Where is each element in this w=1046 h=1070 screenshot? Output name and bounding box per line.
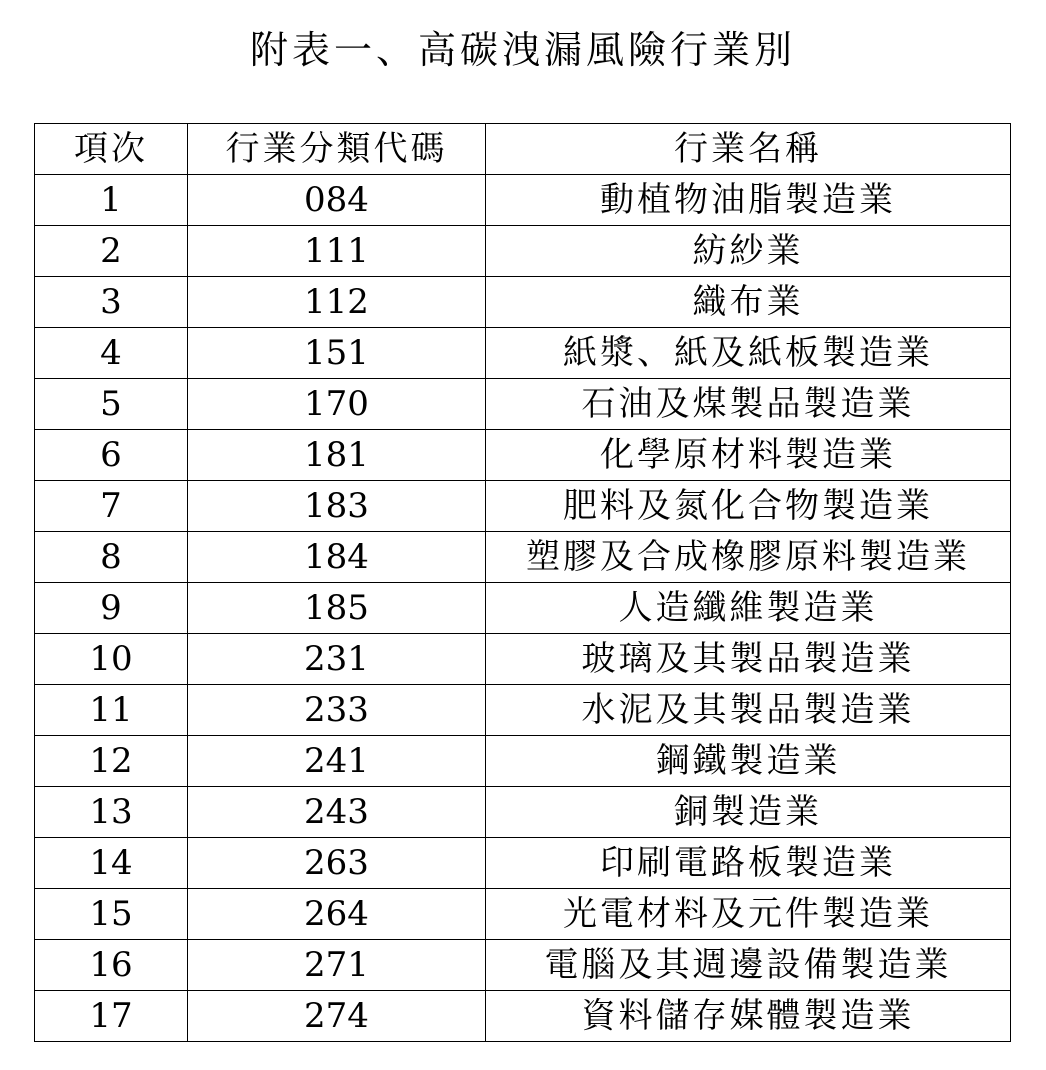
item-no-cell: 16 <box>35 940 188 991</box>
table-row <box>35 583 1011 634</box>
industry-code-cell: 170 <box>188 379 486 430</box>
table-row <box>35 940 1011 991</box>
industry-code-cell: 263 <box>188 838 486 889</box>
industry-code-cell: 264 <box>188 889 486 940</box>
item-no-cell: 12 <box>35 736 188 787</box>
item-no-cell: 10 <box>35 634 188 685</box>
industry-name-cell: 織布業 <box>486 277 1011 328</box>
industry-code-cell: 183 <box>188 481 486 532</box>
table-row <box>35 277 1011 328</box>
table-row <box>35 736 1011 787</box>
industry-name-cell: 石油及煤製品製造業 <box>486 379 1011 430</box>
industry-code-cell: 111 <box>188 226 486 277</box>
industry-name-cell: 塑膠及合成橡膠原料製造業 <box>486 532 1011 583</box>
table-row <box>35 787 1011 838</box>
table-row <box>35 175 1011 226</box>
table-row <box>35 991 1011 1042</box>
industry-name-cell: 玻璃及其製品製造業 <box>486 634 1011 685</box>
table-row <box>35 481 1011 532</box>
header-industry-code: 行業分類代碼 <box>188 124 486 175</box>
item-no-cell: 17 <box>35 991 188 1042</box>
table-row <box>35 226 1011 277</box>
industry-code-cell: 151 <box>188 328 486 379</box>
industry-code-cell: 231 <box>188 634 486 685</box>
industry-name-cell: 鋼鐵製造業 <box>486 736 1011 787</box>
item-no-cell: 13 <box>35 787 188 838</box>
industry-name-cell: 化學原材料製造業 <box>486 430 1011 481</box>
item-no-cell: 4 <box>35 328 188 379</box>
table-row <box>35 838 1011 889</box>
table-row <box>35 430 1011 481</box>
industry-name-cell: 印刷電路板製造業 <box>486 838 1011 889</box>
industry-name-cell: 肥料及氮化合物製造業 <box>486 481 1011 532</box>
item-no-cell: 14 <box>35 838 188 889</box>
table-row <box>35 889 1011 940</box>
industry-code-cell: 241 <box>188 736 486 787</box>
item-no-cell: 2 <box>35 226 188 277</box>
table-row <box>35 634 1011 685</box>
industry-code-cell: 184 <box>188 532 486 583</box>
industry-code-cell: 185 <box>188 583 486 634</box>
industry-name-cell: 銅製造業 <box>486 787 1011 838</box>
item-no-cell: 9 <box>35 583 188 634</box>
industry-name-cell: 紡紗業 <box>486 226 1011 277</box>
item-no-cell: 3 <box>35 277 188 328</box>
item-no-cell: 7 <box>35 481 188 532</box>
industry-table <box>34 123 1011 1042</box>
industry-name-cell: 水泥及其製品製造業 <box>486 685 1011 736</box>
industry-code-cell: 274 <box>188 991 486 1042</box>
page-title: 附表一、高碳洩漏風險行業別 <box>249 28 796 72</box>
header-industry-name: 行業名稱 <box>486 124 1011 175</box>
table-row <box>35 328 1011 379</box>
industry-code-cell: 084 <box>188 175 486 226</box>
item-no-cell: 1 <box>35 175 188 226</box>
item-no-cell: 8 <box>35 532 188 583</box>
industry-name-cell: 紙漿、紙及紙板製造業 <box>486 328 1011 379</box>
industry-code-cell: 112 <box>188 277 486 328</box>
item-no-cell: 6 <box>35 430 188 481</box>
item-no-cell: 15 <box>35 889 188 940</box>
table-row <box>35 379 1011 430</box>
industry-name-cell: 動植物油脂製造業 <box>486 175 1011 226</box>
table-row <box>35 532 1011 583</box>
industry-name-cell: 光電材料及元件製造業 <box>486 889 1011 940</box>
table-body <box>35 175 1011 1042</box>
table-header-row <box>35 124 1011 175</box>
industry-code-cell: 181 <box>188 430 486 481</box>
header-item-no: 項次 <box>35 124 188 175</box>
item-no-cell: 5 <box>35 379 188 430</box>
industry-name-cell: 人造纖維製造業 <box>486 583 1011 634</box>
industry-code-cell: 271 <box>188 940 486 991</box>
industry-code-cell: 243 <box>188 787 486 838</box>
item-no-cell: 11 <box>35 685 188 736</box>
industry-name-cell: 電腦及其週邊設備製造業 <box>486 940 1011 991</box>
industry-name-cell: 資料儲存媒體製造業 <box>486 991 1011 1042</box>
table-row <box>35 685 1011 736</box>
industry-code-cell: 233 <box>188 685 486 736</box>
